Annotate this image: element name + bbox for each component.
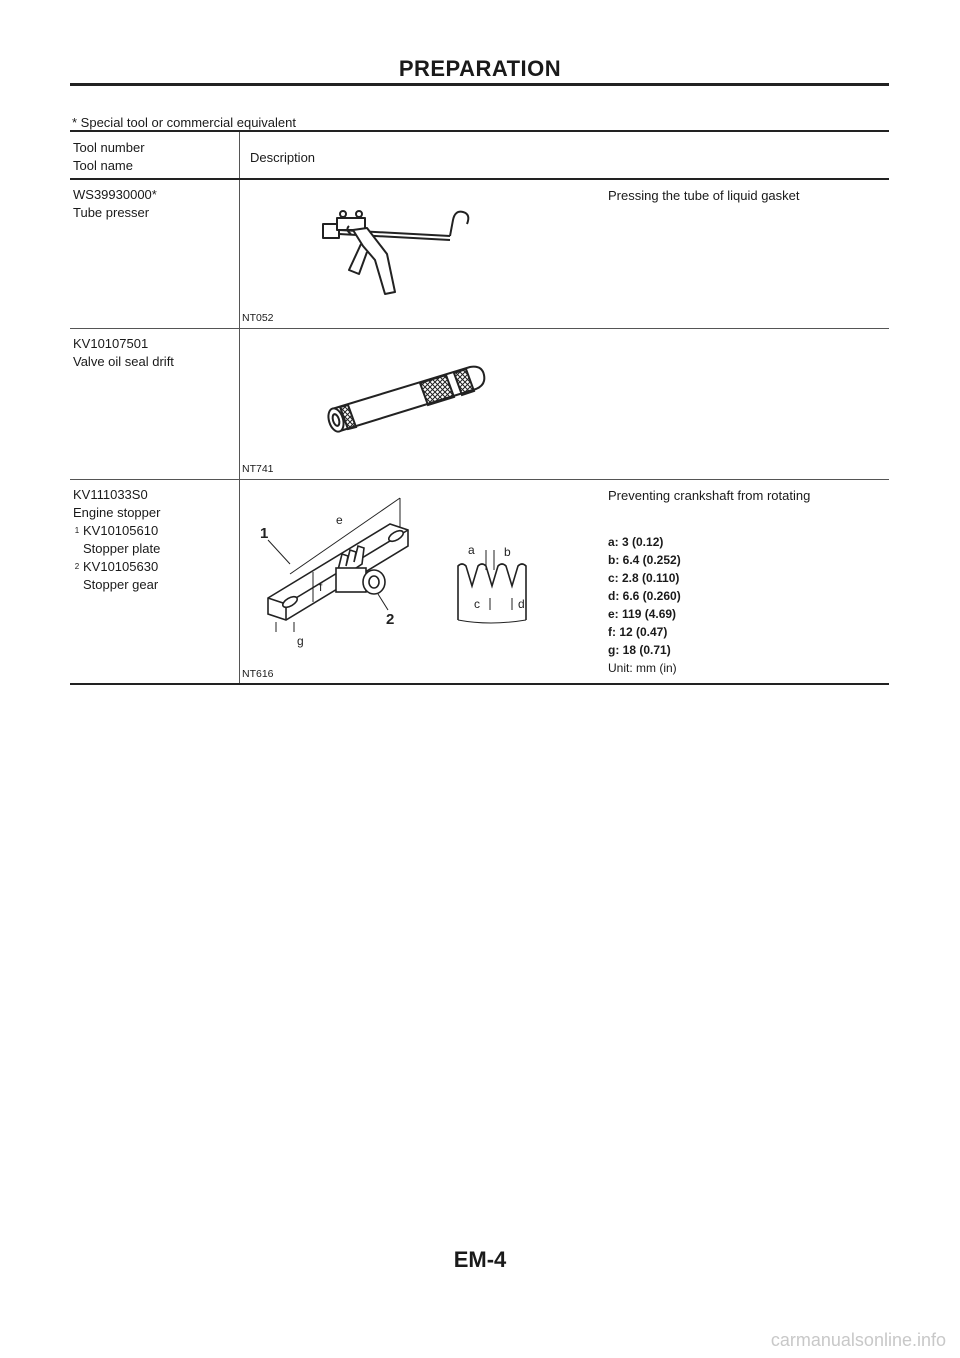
dimension-item: a: 3 (0.12) <box>608 535 664 549</box>
dimension-label: b <box>504 545 511 559</box>
tool-number: WS39930000* <box>73 187 157 202</box>
header-tool-number: Tool number <box>73 140 145 155</box>
dimension-item: b: 6.4 (0.252) <box>608 553 681 567</box>
tool-number: KV111033S0 <box>73 487 148 502</box>
page-title: PREPARATION <box>398 56 562 81</box>
header-tool-name: Tool name <box>73 158 133 173</box>
tool-description: Preventing crankshaft from rotating <box>608 488 811 503</box>
dimension-item: e: 119 (4.69) <box>608 607 677 621</box>
dimension-item: c: 2.8 (0.110) <box>608 571 680 585</box>
sub-item <box>73 558 240 594</box>
tools-table <box>70 130 889 685</box>
unit-label: Unit: mm (in) <box>608 661 677 675</box>
header-description: Description <box>250 150 316 165</box>
tool-name: Tube presser <box>73 205 150 220</box>
dimension-label: a <box>468 543 475 557</box>
sub-item-number: KV10105610 <box>83 523 159 538</box>
sub-item-name: Stopper plate <box>83 541 161 556</box>
table-row <box>70 180 889 328</box>
table-bottom-rule <box>70 683 889 685</box>
dimension-label: e <box>336 513 343 527</box>
item-marker: 2 <box>74 562 80 571</box>
page-number: EM-4 <box>453 1247 507 1272</box>
watermark: carmanualsonline.info <box>770 1330 946 1350</box>
image-code: NT052 <box>242 312 274 324</box>
special-tool-note: * Special tool or commercial equivalent <box>72 115 296 130</box>
tool-number: KV10107501 <box>73 336 149 351</box>
callout-label: 1 <box>260 525 269 542</box>
image-code: NT741 <box>242 463 274 475</box>
engine-stopper-illustration <box>250 494 570 654</box>
tool-description: Pressing the tube of liquid gasket <box>608 188 800 203</box>
title-divider <box>70 83 889 86</box>
dimension-label: f <box>319 580 323 594</box>
image-code: NT616 <box>242 668 274 680</box>
table-row <box>70 329 889 479</box>
callout-label: 2 <box>386 611 395 628</box>
dimension-label: c <box>474 597 480 611</box>
dimension-label: g <box>297 634 304 648</box>
sub-item-number: KV10105630 <box>83 559 159 574</box>
valve-oil-seal-drift-illustration <box>320 357 490 442</box>
tool-name: Engine stopper <box>73 505 161 520</box>
table-header <box>70 132 889 178</box>
dimension-item: d: 6.6 (0.260) <box>608 589 681 603</box>
dimension-label: d <box>518 597 525 611</box>
dimension-item: g: 18 (0.71) <box>608 643 671 657</box>
tube-presser-illustration <box>315 208 490 303</box>
table-row <box>70 480 889 683</box>
tool-name: Valve oil seal drift <box>73 354 174 369</box>
sub-item <box>73 522 240 558</box>
dimension-item: f: 12 (0.47) <box>608 625 668 639</box>
sub-item-name: Stopper gear <box>83 577 159 592</box>
item-marker: 1 <box>74 526 80 535</box>
dimension-list <box>608 533 681 677</box>
